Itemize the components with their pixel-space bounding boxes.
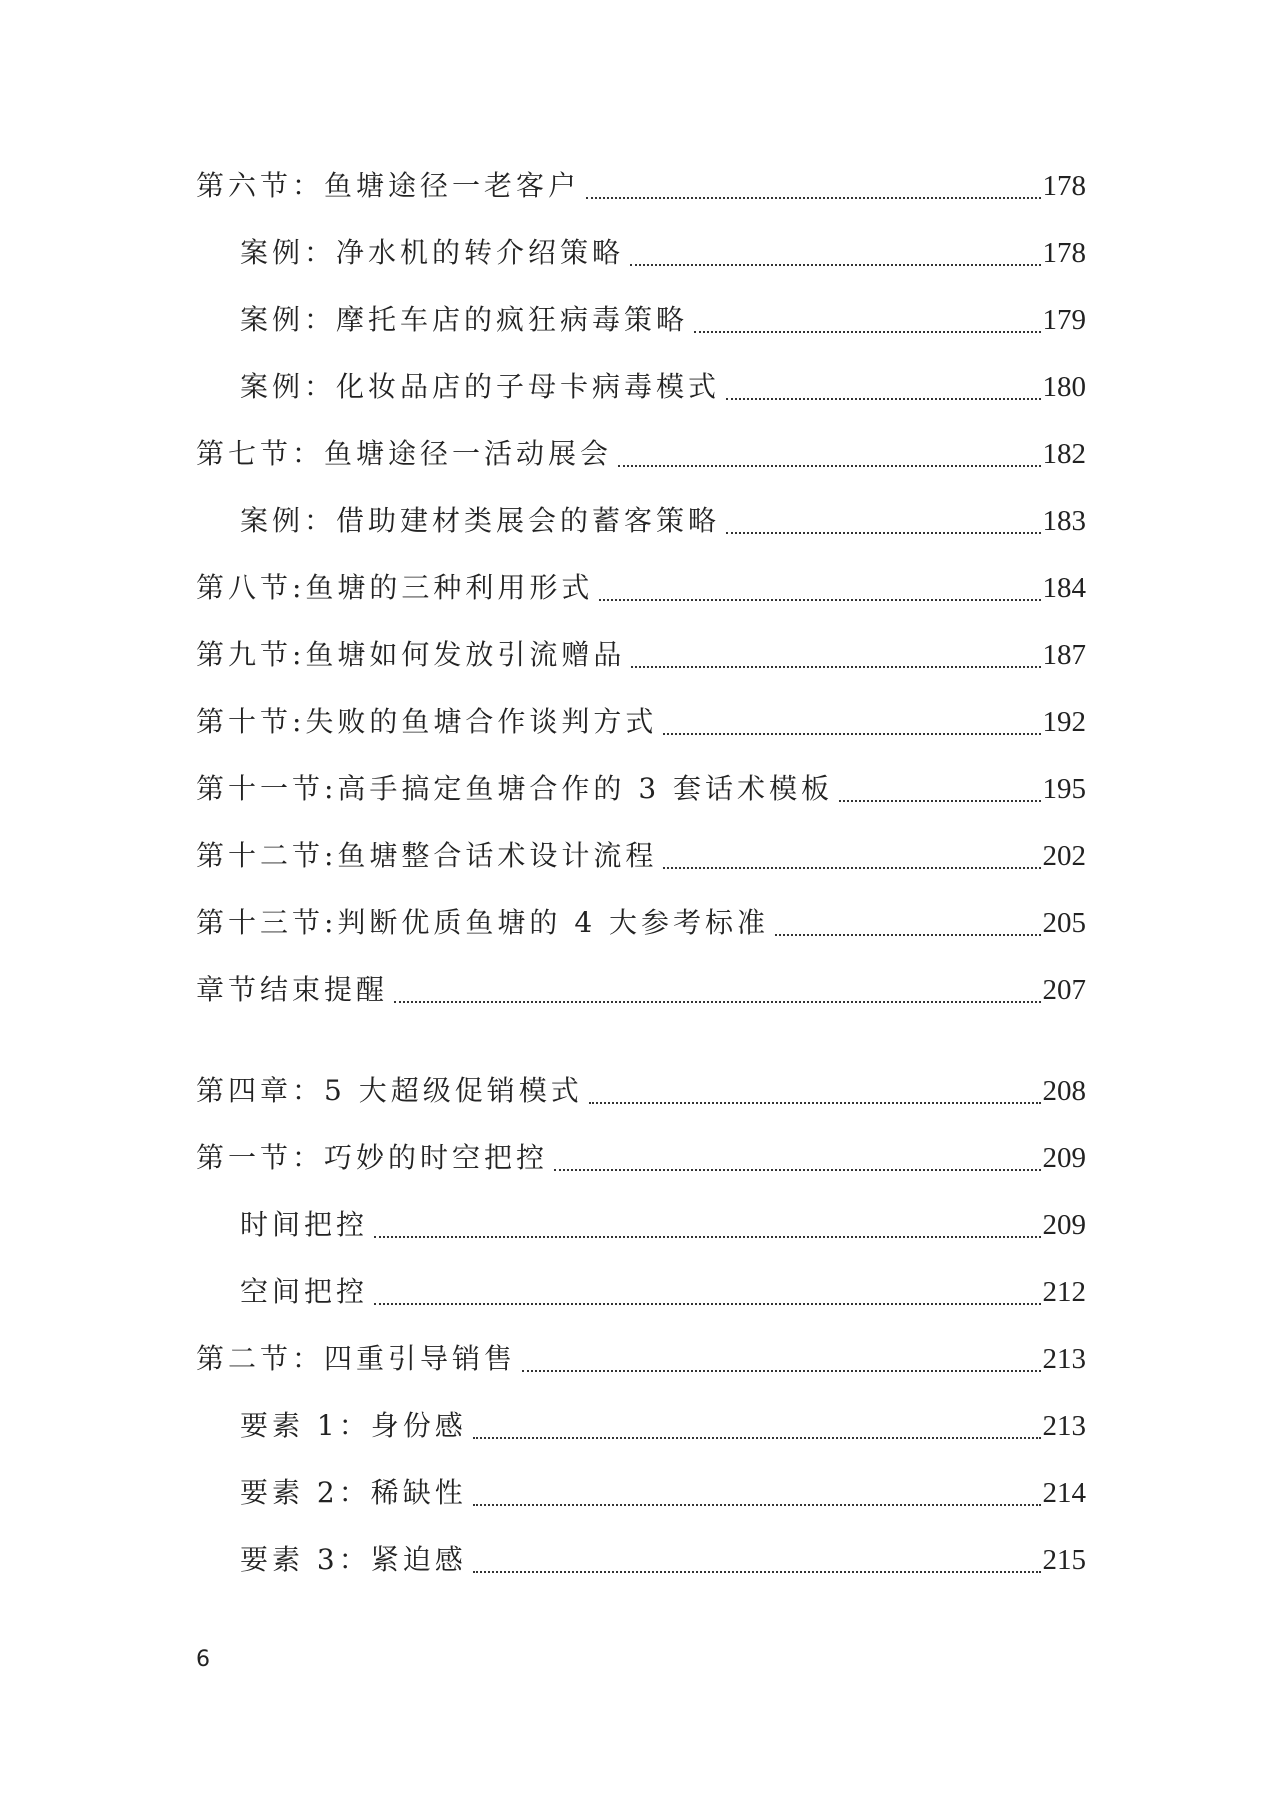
toc-entry-title: 第八节:鱼塘的三种利用形式	[196, 571, 594, 604]
toc-entry-title: 第十节:失败的鱼塘合作谈判方式	[196, 705, 658, 738]
toc-entry-page: 213	[1042, 1410, 1086, 1442]
toc-entry-page: 192	[1042, 706, 1086, 738]
toc-entry[interactable]	[240, 1270, 1086, 1314]
toc-entry[interactable]	[196, 700, 1086, 744]
toc-entry[interactable]	[196, 968, 1086, 1012]
toc-entry[interactable]	[240, 231, 1086, 275]
dot-leader	[726, 398, 1040, 400]
toc-entry-page: 180	[1042, 371, 1086, 403]
dot-leader	[522, 1370, 1040, 1372]
toc-entry-page: 178	[1042, 170, 1086, 202]
toc-entry-title: 章节结束提醒	[196, 973, 389, 1006]
toc-entry-title: 第十三节:判断优质鱼塘的 4 大参考标准	[196, 906, 770, 939]
toc-entry[interactable]	[196, 1069, 1086, 1113]
dot-leader	[663, 733, 1040, 735]
toc-entry-title: 案例：摩托车店的疯狂病毒策略	[240, 303, 689, 336]
toc-entry-title: 第二节：四重引导销售	[196, 1342, 517, 1375]
dot-leader	[631, 666, 1040, 668]
toc-entry[interactable]	[240, 1404, 1086, 1448]
toc-entry-title: 第十二节:鱼塘整合话术设计流程	[196, 839, 658, 872]
toc-entry-title: 案例：借助建材类展会的蓄客策略	[240, 504, 721, 537]
toc-entry-page: 212	[1042, 1276, 1086, 1308]
dot-leader	[586, 197, 1040, 199]
toc-entry-page: 178	[1042, 237, 1086, 269]
dot-leader	[775, 934, 1040, 936]
toc-entry-title: 案例：净水机的转介绍策略	[240, 236, 625, 269]
toc-entry-page: 214	[1042, 1477, 1086, 1509]
toc-entry-title: 第六节：鱼塘途径一老客户	[196, 169, 581, 202]
toc-entry-page: 187	[1042, 639, 1086, 671]
toc-entry[interactable]	[196, 432, 1086, 476]
toc-entry[interactable]	[196, 901, 1086, 945]
toc-entry-page: 195	[1042, 773, 1086, 805]
toc-entry-page: 209	[1042, 1209, 1086, 1241]
toc-entry[interactable]	[196, 834, 1086, 878]
toc-entry[interactable]	[196, 164, 1086, 208]
dot-leader	[394, 1001, 1040, 1003]
toc-entry[interactable]	[240, 1538, 1086, 1582]
dot-leader	[589, 1102, 1041, 1104]
toc-entry-page: 179	[1042, 304, 1086, 336]
toc-entry[interactable]	[196, 633, 1086, 677]
toc-entry-page: 205	[1042, 907, 1086, 939]
dot-leader	[726, 532, 1040, 534]
dot-leader	[630, 264, 1040, 266]
toc-entry-page: 183	[1042, 505, 1086, 537]
toc-entry[interactable]	[240, 298, 1086, 342]
toc-entry[interactable]	[196, 1337, 1086, 1381]
toc-entry-title: 第九节:鱼塘如何发放引流赠品	[196, 638, 626, 671]
toc-entry[interactable]	[240, 1203, 1086, 1247]
dot-leader	[473, 1437, 1041, 1439]
toc-entry[interactable]	[196, 1136, 1086, 1180]
dot-leader	[599, 599, 1040, 601]
toc-entry[interactable]	[240, 1471, 1086, 1515]
toc-entry-title: 空间把控	[240, 1275, 369, 1308]
toc-entry-page: 207	[1042, 974, 1086, 1006]
toc-entry-title: 案例：化妆品店的子母卡病毒模式	[240, 370, 721, 403]
dot-leader	[663, 867, 1040, 869]
toc-entry-title: 要素 2：稀缺性	[240, 1476, 467, 1509]
toc-entry[interactable]	[240, 499, 1086, 543]
toc-entry-page: 209	[1042, 1142, 1086, 1174]
toc-entry[interactable]	[196, 767, 1086, 811]
toc-entry-title: 要素 3：紧迫感	[240, 1543, 467, 1576]
toc-entry-page: 213	[1042, 1343, 1086, 1375]
toc-entry-page: 215	[1042, 1544, 1086, 1576]
toc-entry-page: 184	[1042, 572, 1086, 604]
toc-entry[interactable]	[196, 566, 1086, 610]
toc-entry-title: 第十一节:高手搞定鱼塘合作的 3 套话术模板	[196, 772, 834, 805]
page-number: 6	[196, 1647, 210, 1672]
dot-leader	[694, 331, 1040, 333]
dot-leader	[473, 1504, 1041, 1506]
dot-leader	[839, 800, 1040, 802]
dot-leader	[473, 1571, 1041, 1573]
toc-entry-page: 182	[1042, 438, 1086, 470]
toc-entry-title: 第一节：巧妙的时空把控	[196, 1141, 549, 1174]
toc-entry-page: 208	[1042, 1075, 1086, 1107]
toc-entry[interactable]	[240, 365, 1086, 409]
dot-leader	[374, 1303, 1040, 1305]
toc-entry-page: 202	[1042, 840, 1086, 872]
toc-entry-title: 第四章：5 大超级促销模式	[196, 1074, 583, 1107]
dot-leader	[374, 1236, 1040, 1238]
dot-leader	[554, 1169, 1040, 1171]
toc-entry-title: 第七节：鱼塘途径一活动展会	[196, 437, 613, 470]
toc-entry-title: 时间把控	[240, 1208, 369, 1241]
dot-leader	[618, 465, 1040, 467]
toc-entry-title: 要素 1：身份感	[240, 1409, 467, 1442]
